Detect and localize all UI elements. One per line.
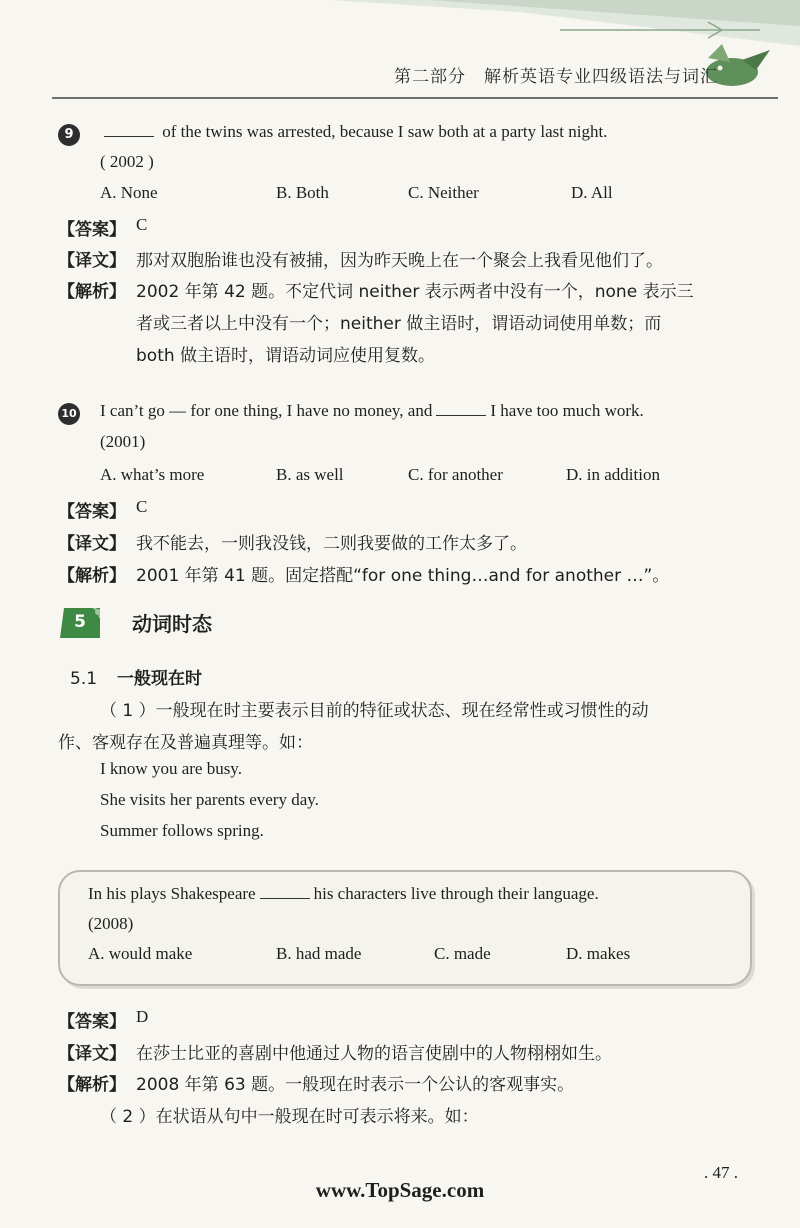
running-header: 第二部分 解析英语专业四级语法与词汇 <box>394 67 718 87</box>
answer-blank <box>436 401 486 416</box>
answer-label: 【答案】 <box>58 220 126 240</box>
answer-label: 【答案】 <box>58 502 126 522</box>
translation-text: 那对双胞胎谁也没有被捕，因为昨天晚上在一个聚会上我看见他们了。 <box>136 251 663 271</box>
analysis-line: 2002 年第 42 题。不定代词 neither 表示两者中没有一个，none 表示三 <box>136 282 694 302</box>
translation-text: 我不能去，一则我没钱，二则我要做的工作太多了。 <box>136 534 527 554</box>
question-year: ( 2002 ) <box>100 152 154 171</box>
question-stem-text: his characters live through their language. <box>313 884 599 903</box>
analysis-line: 者或三者以上中没有一个；neither 做主语时，谓语动词使用单数；而 <box>136 314 662 334</box>
answer-value: C <box>136 215 148 234</box>
option-d: D. makes <box>566 944 631 963</box>
question-stem-text: In his plays Shakespeare <box>88 884 256 903</box>
page-number: . 47 . <box>704 1163 738 1182</box>
option-a: A. what’s more <box>100 465 205 484</box>
option-b: B. had made <box>276 944 362 963</box>
option-a: A. would make <box>88 944 193 963</box>
analysis-text: 2008 年第 63 题。一般现在时表示一个公认的客观事实。 <box>136 1075 575 1095</box>
option-b: B. as well <box>276 465 344 484</box>
translation-label: 【译文】 <box>58 1044 126 1064</box>
translation-label: 【译文】 <box>58 534 126 554</box>
example-sentence: I know you are busy. <box>100 759 242 778</box>
answer-blank <box>260 884 310 899</box>
analysis-label: 【解析】 <box>58 566 126 586</box>
closing-line: （ 2 ）在状语从句中一般现在时可表示将来。如： <box>100 1107 479 1127</box>
subsection-title <box>70 664 202 689</box>
header-decoration <box>0 0 800 110</box>
analysis-line: both 做主语时，谓语动词应使用复数。 <box>136 346 436 366</box>
analysis-label: 【解析】 <box>58 1075 126 1095</box>
translation-text: 在莎士比亚的喜剧中他通过人物的语言使剧中的人物栩栩如生。 <box>136 1044 612 1064</box>
option-d: D. in addition <box>566 465 660 484</box>
question-stem-text: I have too much work. <box>490 401 644 420</box>
question-stem-text: of the twins was arrested, because I saw both at a party last night. <box>162 122 608 141</box>
question-number-badge: 9 <box>58 124 80 146</box>
subsection-number: 5.1 <box>70 669 98 689</box>
option-a: A. None <box>100 183 158 202</box>
footer-url: www.TopSage.com <box>315 1178 485 1202</box>
question-stem-text: I can’t go — for one thing, I have no money, and <box>100 401 433 420</box>
question-year: (2001) <box>100 432 146 451</box>
option-b: B. Both <box>276 183 329 202</box>
answer-blank <box>104 122 154 137</box>
answer-label: 【答案】 <box>58 1012 126 1032</box>
answer-value: D <box>136 1007 149 1026</box>
analysis-text: 2001 年第 41 题。固定搭配“for one thing…and for another …”。 <box>136 566 670 586</box>
section-title: 动词时态 <box>132 612 212 636</box>
question-year: (2008) <box>88 914 134 933</box>
question-stem <box>100 122 607 142</box>
option-c: C. Neither <box>408 183 479 202</box>
question-stem <box>100 401 644 421</box>
option-d: D. All <box>571 183 613 202</box>
answer-value: C <box>136 497 148 516</box>
intro-line: 作、客观存在及普遍真理等。如： <box>58 733 313 753</box>
question-stem <box>88 884 599 904</box>
example-sentence: Summer follows spring. <box>100 821 264 840</box>
option-c: C. made <box>434 944 491 963</box>
analysis-label: 【解析】 <box>58 282 126 302</box>
question-number-badge: 10 <box>58 403 80 425</box>
section-number: 5 <box>74 612 86 632</box>
option-c: C. for another <box>408 465 503 484</box>
example-sentence: She visits her parents every day. <box>100 790 319 809</box>
header-rule <box>52 97 778 99</box>
subsection-label: 一般现在时 <box>117 669 203 689</box>
intro-line: （ 1 ）一般现在时主要表示目前的特征或状态、现在经常性或习惯性的动 <box>100 701 649 721</box>
translation-label: 【译文】 <box>58 251 126 271</box>
